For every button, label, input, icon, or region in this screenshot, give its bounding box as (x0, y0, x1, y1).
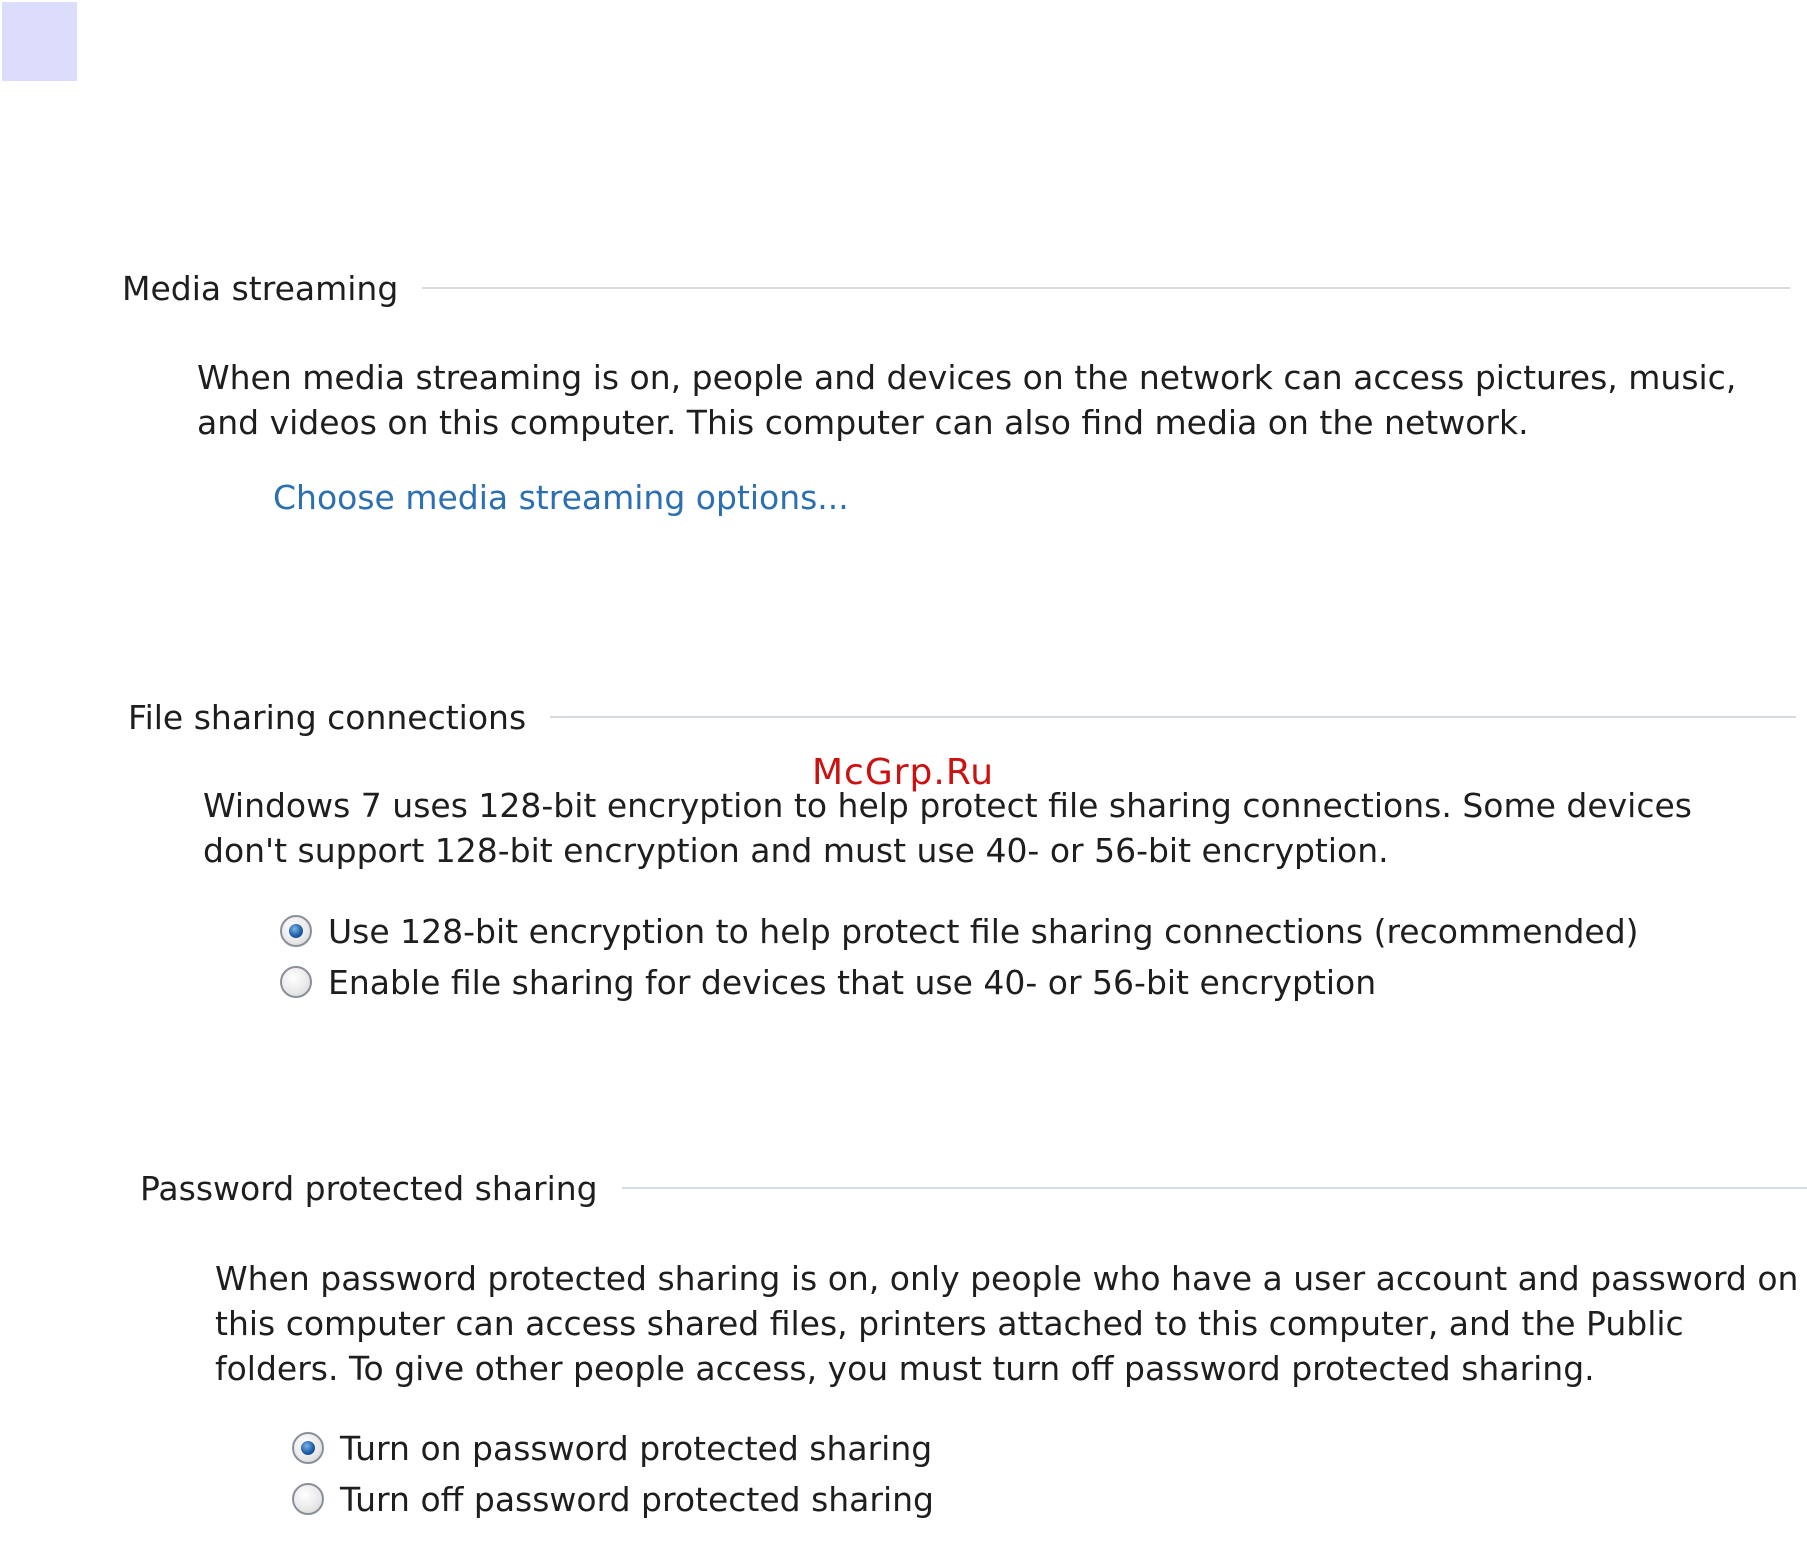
radio-selected-dot (301, 1441, 315, 1455)
password-sharing-title: Password protected sharing (140, 1168, 598, 1208)
radio-button-128bit[interactable] (280, 915, 312, 947)
radio-button-password-off[interactable] (292, 1483, 324, 1515)
radio-option-password-off[interactable] (292, 1476, 934, 1522)
media-streaming-header (122, 266, 1790, 310)
password-sharing-divider (622, 1187, 1807, 1189)
corner-block (2, 2, 77, 81)
media-streaming-title: Media streaming (122, 268, 399, 308)
radio-selected-dot (289, 924, 303, 938)
radio-label-password-on: Turn on password protected sharing (340, 1428, 933, 1468)
radio-button-password-on[interactable] (292, 1432, 324, 1464)
radio-button-40-56bit[interactable] (280, 966, 312, 998)
radio-option-40-56bit[interactable] (280, 959, 1376, 1005)
file-sharing-description: Windows 7 uses 128-bit encryption to help protect file sharing connections. Some devices don't support 128-bit encryption and must use 40- or 56-bit encryption. (203, 786, 1692, 870)
choose-media-streaming-options-link[interactable]: Choose media streaming options... (273, 478, 849, 517)
radio-label-128bit: Use 128-bit encryption to help protect file sharing connections (recommended) (328, 911, 1639, 951)
media-streaming-description: When media streaming is on, people and devices on the network can access pictures, music, and videos on this computer. This computer can also find media on the network. (197, 358, 1737, 442)
radio-option-password-on[interactable] (292, 1425, 932, 1471)
media-streaming-divider (422, 287, 1790, 289)
watermark: McGrp.Ru (812, 752, 995, 793)
file-sharing-header (128, 695, 1796, 739)
radio-label-40-56bit: Enable file sharing for devices that use 40- or 56-bit encryption (328, 962, 1377, 1002)
radio-option-128bit[interactable] (280, 908, 1639, 954)
radio-label-password-off: Turn off password protected sharing (340, 1479, 934, 1519)
file-sharing-divider (550, 716, 1796, 718)
password-sharing-header (140, 1166, 1807, 1210)
file-sharing-title: File sharing connections (128, 697, 527, 737)
password-sharing-description: When password protected sharing is on, only people who have a user account and password on this computer can access shared files, printers attached to this computer, and the Public folders. To give other people access, you must turn off password protected sharing. (215, 1259, 1799, 1388)
